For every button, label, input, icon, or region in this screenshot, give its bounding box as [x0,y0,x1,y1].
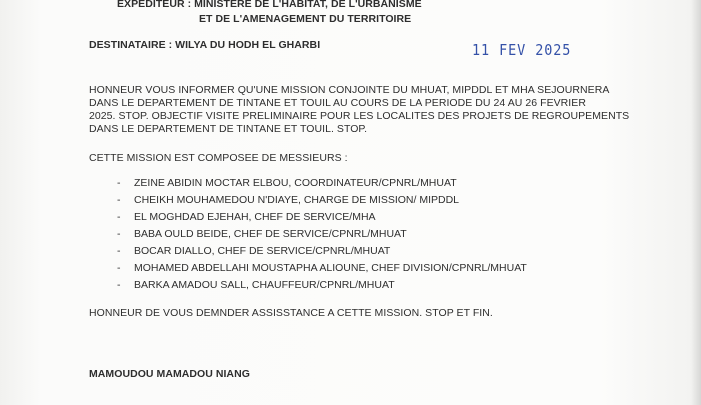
paragraph-line-3: 2025. STOP. OBJECTIF VISITE PRELIMINAIRE POUR LES LOCALITES DES PROJETS DE REGROUPEMENTS [89,110,630,122]
paragraph-line-2: DANS LE DEPARTEMENT DE TINTANE ET TOUIL AU COURS DE LA PERIODE DU 24 AU 26 FEVRIER [89,97,586,109]
member-name: BARKA AMADOU SALL, CHAUFFEUR/CPNRL/MHUAT [134,279,395,291]
composition-intro: CETTE MISSION EST COMPOSEE DE MESSIEURS : [89,152,348,164]
recipient-line: DESTINATAIRE : WILYA DU HODH EL GHARBI [89,39,321,51]
member-name: BOCAR DIALLO, CHEF DE SERVICE/CPNRL/MHUAT [134,245,391,257]
paragraph-line-1: HONNEUR VOUS INFORMER QU'UNE MISSION CONJOINTE DU MHUAT, MIPDDL ET MHA SEJOURNERA [89,84,610,96]
signatory-name: MAMOUDOU MAMADOU NIANG [89,368,250,380]
paragraph-line-4: DANS LE DEPARTEMENT DE TINTANE ET TOUIL. STOP. [89,123,368,135]
member-name: CHEIKH MOUHAMEDOU N'DIAYE, CHARGE DE MISSION/ MIPDDL [134,194,460,206]
list-bullet: - [117,262,121,274]
list-item [117,177,457,190]
list-item [117,228,407,241]
list-item [117,245,390,258]
list-bullet: - [117,211,121,223]
date-stamp: 11 FEV 2025 [472,41,572,59]
member-name: MOHAMED ABDELLAHI MOUSTAPHA ALIOUNE, CHEF DIVISION/CPNRL/MHUAT [134,262,527,274]
list-item [117,194,459,207]
list-bullet: - [117,279,121,291]
list-item [117,262,527,275]
closing-line: HONNEUR DE VOUS DEMNDER ASSISSTANCE A CETTE MISSION. STOP ET FIN. [89,307,493,319]
list-bullet: - [117,245,121,257]
list-bullet: - [117,228,121,240]
list-item [117,279,395,292]
list-bullet: - [117,194,121,206]
member-name: ZEINE ABIDIN MOCTAR ELBOU, COORDINATEUR/CPNRL/MHUAT [134,177,457,189]
list-bullet: - [117,177,121,189]
sender-line-2: ET DE L'AMENAGEMENT DU TERRITOIRE [199,13,412,25]
list-item [117,211,376,224]
page-edge-shadow [691,0,701,405]
member-name: EL MOGHDAD EJEHAH, CHEF DE SERVICE/MHA [134,211,376,223]
sender-line-1: EXPEDITEUR : MINISTERE DE L'HABITAT, DE L'URBANISME [117,0,422,10]
member-name: BABA OULD BEIDE, CHEF DE SERVICE/CPNRL/MHUAT [134,228,407,240]
